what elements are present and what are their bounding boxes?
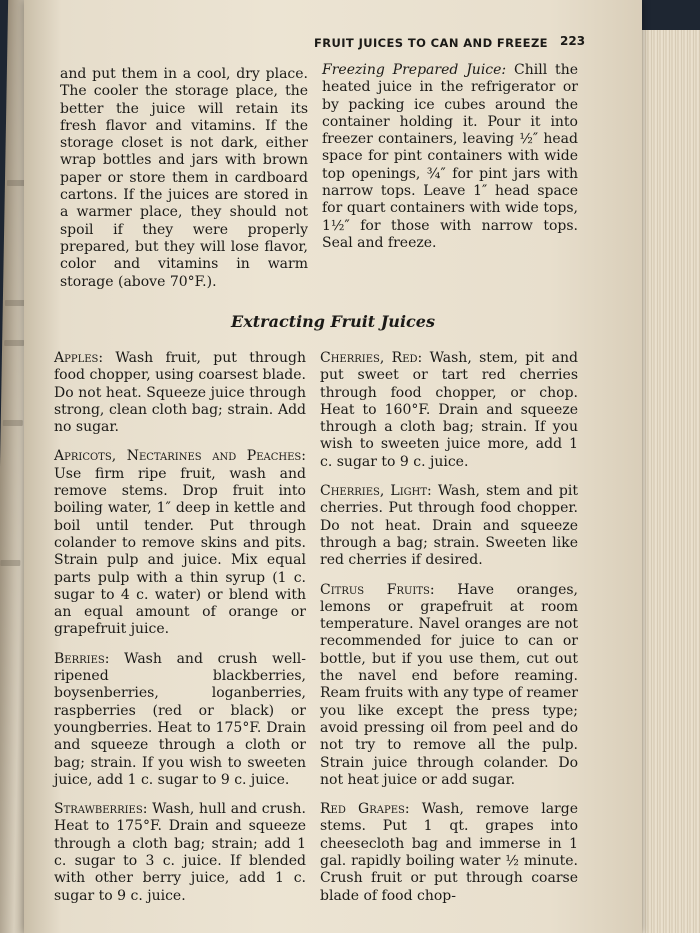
freezing-text: Chill the heated juice in the refrigerator or by packing ice cubes around the container holding it. Pour it into freezer containers, leaving ½″ head space for pint containers with wide top openings, ¾″ for pint jars with narrow tops. Leave 1″ head space for quart containers with wide tops, 1½″ for those with narrow tops. Seal and freeze. [322, 62, 578, 251]
entry-term: Cherries, Light: [320, 483, 432, 500]
running-head: FRUIT JUICES TO CAN AND FREEZE [314, 36, 548, 50]
entry-berries [54, 651, 306, 789]
section-title: Extracting Fruit Juices [231, 312, 435, 331]
entry-strawberries [54, 801, 306, 905]
entry-text: Have oranges, lemons or grapefruit at room temperature. Navel oranges are not recommended for juice to can or bottle, but if you use them, cut out the navel end before reaming. Ream fruits with any type of reamer you like except the press type; avoid pressing oil from peel and do not try to remove all the pulp. Strain juice through colander. Do not heat juice or add sugar. [320, 581, 578, 788]
entry-text: Wash and crush well-ripened blackberries, boysenberries, loganberries, raspberries (red or black) or youngberries. Heat to 175°F. Drain and squeeze through a cloth or bag; strain. If you wish to sweeten juice, add 1 c. sugar to 9 c. juice. [54, 650, 306, 788]
entry-text: Wash, stem, pit and put sweet or tart red cherries through food chopper, or chop. Heat to 160°F. Drain and squeeze through a cloth bag; strain. If you wish to sweeten juice more, add 1 c. sugar to 9 c. juice. [320, 350, 578, 470]
entry-apples [54, 350, 306, 436]
entry-cherries-light [320, 483, 578, 569]
entry-text: Wash, remove large stems. Put 1 qt. grapes into cheesecloth bag and immerse in 1 gal. rapidly boiling water ½ minute. Crush fruit or put through coarse blade of food chop- [320, 801, 578, 904]
entry-term: Citrus Fruits: [320, 581, 435, 598]
entries-left-column [54, 350, 306, 917]
freezing-lead-in: Freezing Prepared Juice: [322, 62, 507, 78]
entry-text: Wash fruit, put through food chopper, using coarsest blade. Do not heat. Squeeze juice through strong, clean cloth bag; strain. Add no sugar. [54, 350, 306, 436]
entry-red-grapes [320, 801, 578, 905]
entry-citrus-fruits [320, 582, 578, 790]
entry-term: Apricots, Nectarines and Peaches: [54, 448, 306, 465]
entry-text: Wash, stem and pit cherries. Put through food chopper. Do not heat. Drain and squeeze through a bag; strain. Sweeten like red cherries if desired. [320, 483, 578, 569]
entry-term: Strawberries: [54, 801, 148, 818]
entries-right-column [320, 350, 578, 917]
page-number: 223 [560, 34, 586, 48]
entry-term: Berries: [54, 650, 110, 667]
book-page [24, 0, 642, 933]
freezing-paragraph [322, 62, 578, 252]
storage-paragraph: and put them in a cool, dry place. The cooler the storage place, the better the juice will retain its fresh flavor and vitamins. If the storage closet is not dark, either wrap bottles and jars with brown paper or store them in cardboard cartons. If the juices are stored in a warmer place, they should not spoil if they were properly prepared, but they will lose flavor, color and vitamins in warm storage (above 70°F.). [60, 66, 308, 290]
entry-term: Cherries, Red: [320, 350, 423, 366]
entry-apricots [54, 448, 306, 638]
entry-term: Red Grapes: [320, 801, 410, 818]
entry-term: Apples: [54, 350, 104, 366]
entry-cherries-red [320, 350, 578, 471]
entry-text: Use firm ripe fruit, wash and remove stems. Drop fruit into boiling water, 1″ deep in kettle and boil until tender. Put through colander to remove skins and pits. Strain pulp and juice. Mix equal parts pulp with a thin syrup (1 c. sugar to 4 c. water) or blend with an equal amount of orange or grapefruit juice. [54, 465, 306, 638]
entry-text: Wash, hull and crush. Heat to 175°F. Drain and squeeze through a cloth bag; strain; add 1 c. sugar to 3 c. juice. If blended with other berry juice, add 1 c. sugar to 9 c. juice. [54, 801, 306, 904]
